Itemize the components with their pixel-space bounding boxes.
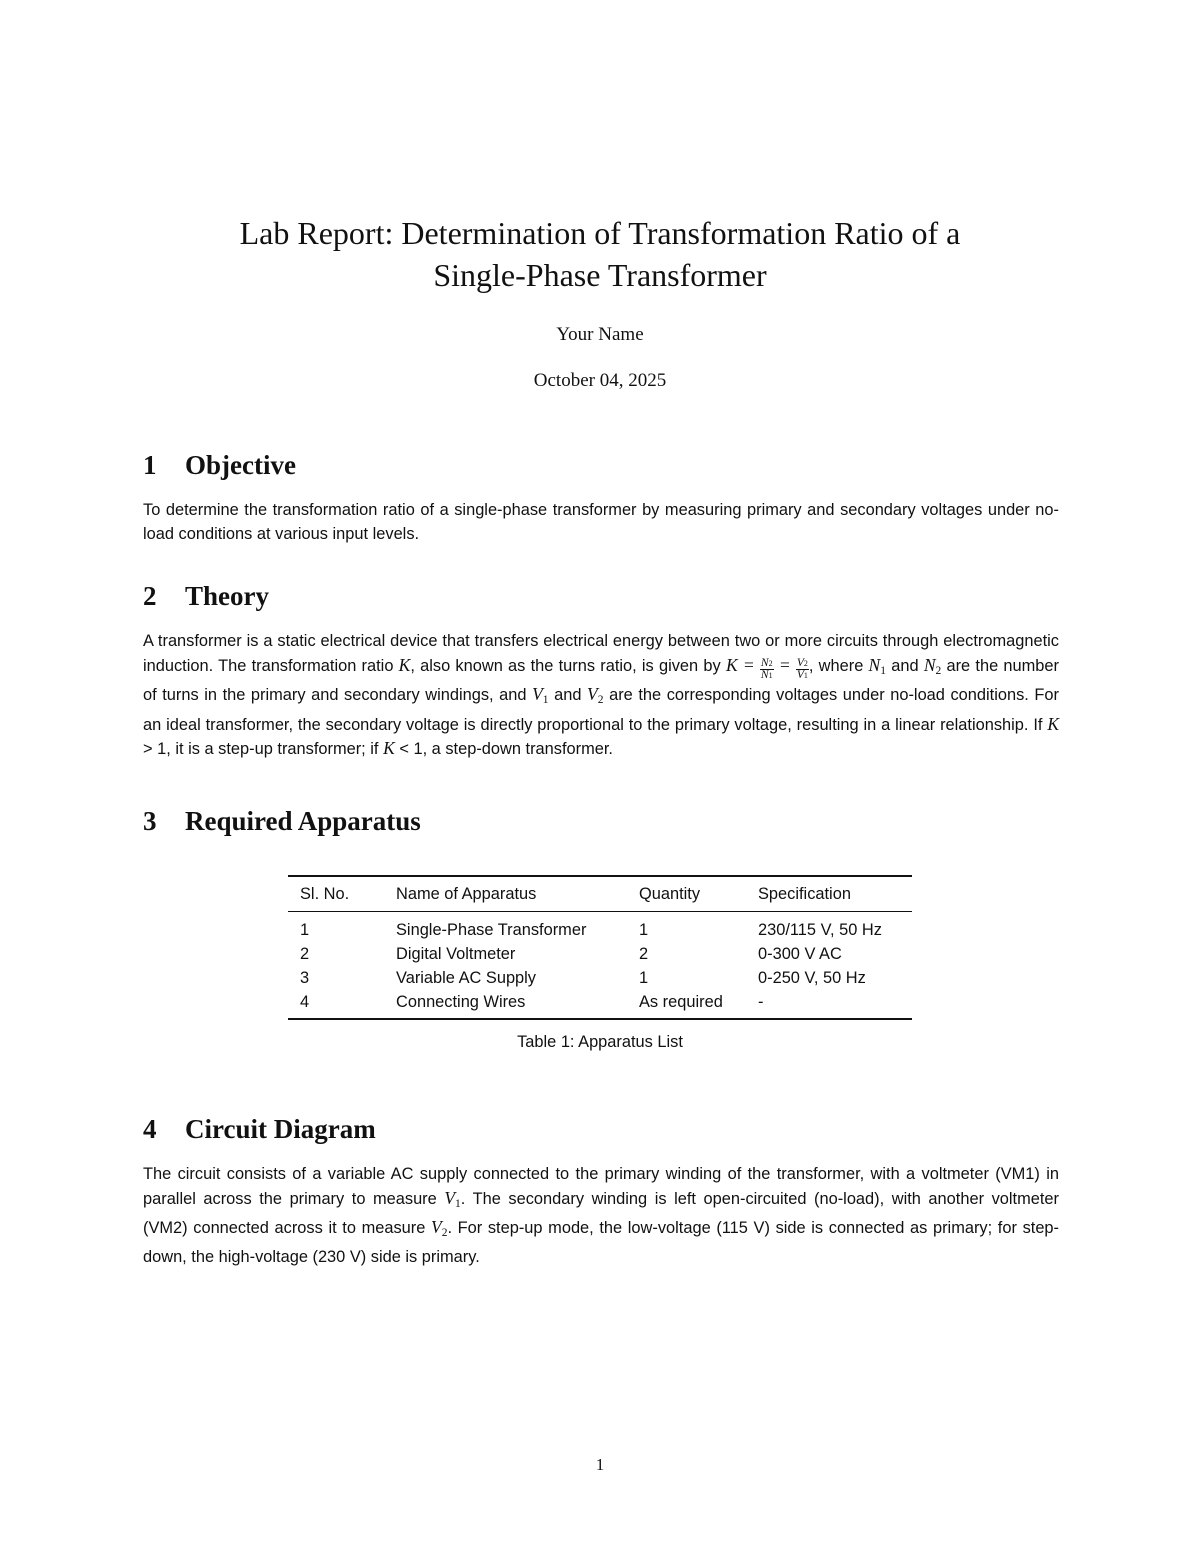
math-sym: N (923, 654, 936, 675)
table-cell: 2 (639, 944, 649, 963)
table-header-row (288, 876, 912, 912)
theory-text: and (554, 686, 582, 705)
table-cell: Variable AC Supply (396, 968, 537, 987)
theory-text: , it is a step-up transformer; if (166, 740, 379, 759)
table-cell: 0-300 V AC (758, 944, 842, 963)
frac-sub: 1 (803, 670, 808, 680)
math-sym: V (431, 1217, 442, 1238)
table-cell: 2 (300, 944, 310, 963)
table-cell: 1 (300, 920, 310, 939)
theory-paragraph (143, 630, 1059, 762)
math-equals: = (778, 654, 791, 675)
page-number: 1 (595, 1455, 605, 1474)
theory-text: , a step-down transformer. (422, 740, 613, 759)
circuit-paragraph (143, 1163, 1059, 1269)
title-line-1: Lab Report: Determination of Transformation Ratio of a (239, 215, 961, 251)
table-cell: Digital Voltmeter (396, 944, 516, 963)
table-cell: 230/115 V, 50 Hz (758, 920, 882, 939)
math-N1 (869, 655, 886, 675)
math-sym: V (532, 684, 543, 705)
table-row (288, 912, 912, 943)
table-cell: 4 (300, 992, 310, 1011)
section-number: 1 (143, 450, 157, 480)
table-caption: Table 1: Apparatus List (517, 1033, 683, 1051)
math-sub: 1 (880, 664, 886, 677)
math-sym: V (444, 1187, 456, 1208)
section-heading-circuit (143, 1113, 376, 1145)
section-number: 2 (143, 581, 157, 611)
math-V2 (587, 684, 604, 707)
math-V1 (444, 1188, 460, 1208)
table-cell: 1 (639, 968, 649, 987)
math-V1 (532, 684, 549, 707)
math-sub: 2 (441, 1227, 448, 1240)
section-heading-objective (143, 449, 296, 481)
section-title: Objective (185, 450, 296, 480)
title-line-2: Single-Phase Transformer (433, 257, 767, 293)
circuit-text: . The secondary winding is left open-circuited (no-load), with another voltmeter (VM2) connected across it to measure (143, 1189, 1059, 1238)
theory-text: , where (808, 656, 864, 675)
section-number: 4 (143, 1114, 157, 1144)
section-title: Theory (185, 581, 269, 611)
frac-sym: N (760, 668, 769, 681)
column-header: Name of Apparatus (396, 884, 537, 903)
table-cell: - (758, 992, 764, 1011)
objective-paragraph: To determine the transformation ratio of a single-phase transformer by measuring primary and secondary voltages under no-load conditions at various input levels. (143, 501, 1059, 543)
frac-sym: V (796, 668, 804, 681)
circuit-text: The circuit consists of a variable AC supply connected to the primary winding of the transformer, with a voltmeter (VM1) in parallel across the primary to measure (143, 1165, 1059, 1208)
math-sub: 1 (542, 694, 549, 707)
math-K: K (1047, 713, 1059, 734)
frac-sub: 2 (768, 658, 773, 668)
column-header: Quantity (639, 884, 701, 903)
frac-sym: V (796, 656, 804, 669)
condition-step-up: > 1 (143, 740, 167, 759)
date: October 04, 2025 (533, 370, 667, 391)
theory-text: and (891, 656, 919, 675)
section-heading-theory (143, 580, 269, 612)
math-sym: N (868, 654, 881, 675)
section-title: Required Apparatus (185, 806, 421, 836)
table-row (288, 942, 912, 966)
table-row (288, 990, 912, 1019)
circuit-text: . For step-up mode, the low-voltage (115 V) side is connected as primary; for step-down, the high-voltage (230 V) side is primary. (143, 1219, 1060, 1266)
table-cell: Connecting Wires (396, 992, 526, 1011)
theory-text: A transformer is a static electrical device that transfers electrical energy between two or more circuits through electromagnetic induction. The transformation ratio (143, 632, 1059, 675)
math-sub: 2 (935, 664, 942, 677)
frac-sub: 2 (803, 658, 808, 668)
table-cell: As required (639, 992, 723, 1011)
math-sub: 1 (455, 1197, 461, 1210)
math-N2 (924, 655, 941, 675)
table-cell: 3 (300, 968, 310, 987)
table-cell: 1 (639, 920, 649, 939)
section-title: Circuit Diagram (185, 1114, 376, 1144)
document-title (150, 212, 1050, 296)
fraction-n2-over-n1 (760, 658, 774, 681)
theory-text: are the number of turns in the primary and secondary windings, and (143, 656, 1059, 705)
fraction-v2-over-v1 (796, 658, 809, 681)
section-heading-apparatus (143, 805, 421, 837)
condition-step-down: < 1 (399, 740, 423, 759)
math-K: K (383, 738, 395, 759)
table-cell: Single-Phase Transformer (396, 920, 587, 939)
math-sub: 2 (597, 694, 604, 707)
section-number: 3 (143, 806, 157, 836)
theory-text: , also known as the turns ratio, is given by (410, 656, 721, 675)
frac-sym: N (760, 656, 769, 669)
theory-text: are the corresponding voltages under no-load conditions. For an ideal transformer, the secondary voltage is directly proportional to the primary voltage, resulting in a linear relationship. If (143, 686, 1060, 734)
author: Your Name (556, 324, 644, 345)
math-K: K (398, 654, 411, 675)
math-K: K (725, 654, 738, 675)
column-header: Specification (758, 884, 851, 903)
frac-sub: 1 (768, 670, 773, 680)
math-V2 (431, 1217, 448, 1240)
table-row (288, 966, 912, 990)
table-cell: 0-250 V, 50 Hz (758, 968, 866, 987)
apparatus-table (288, 875, 912, 1020)
math-sym: V (587, 684, 598, 705)
math-equals: = (742, 654, 755, 675)
column-header: Sl. No. (300, 884, 350, 903)
